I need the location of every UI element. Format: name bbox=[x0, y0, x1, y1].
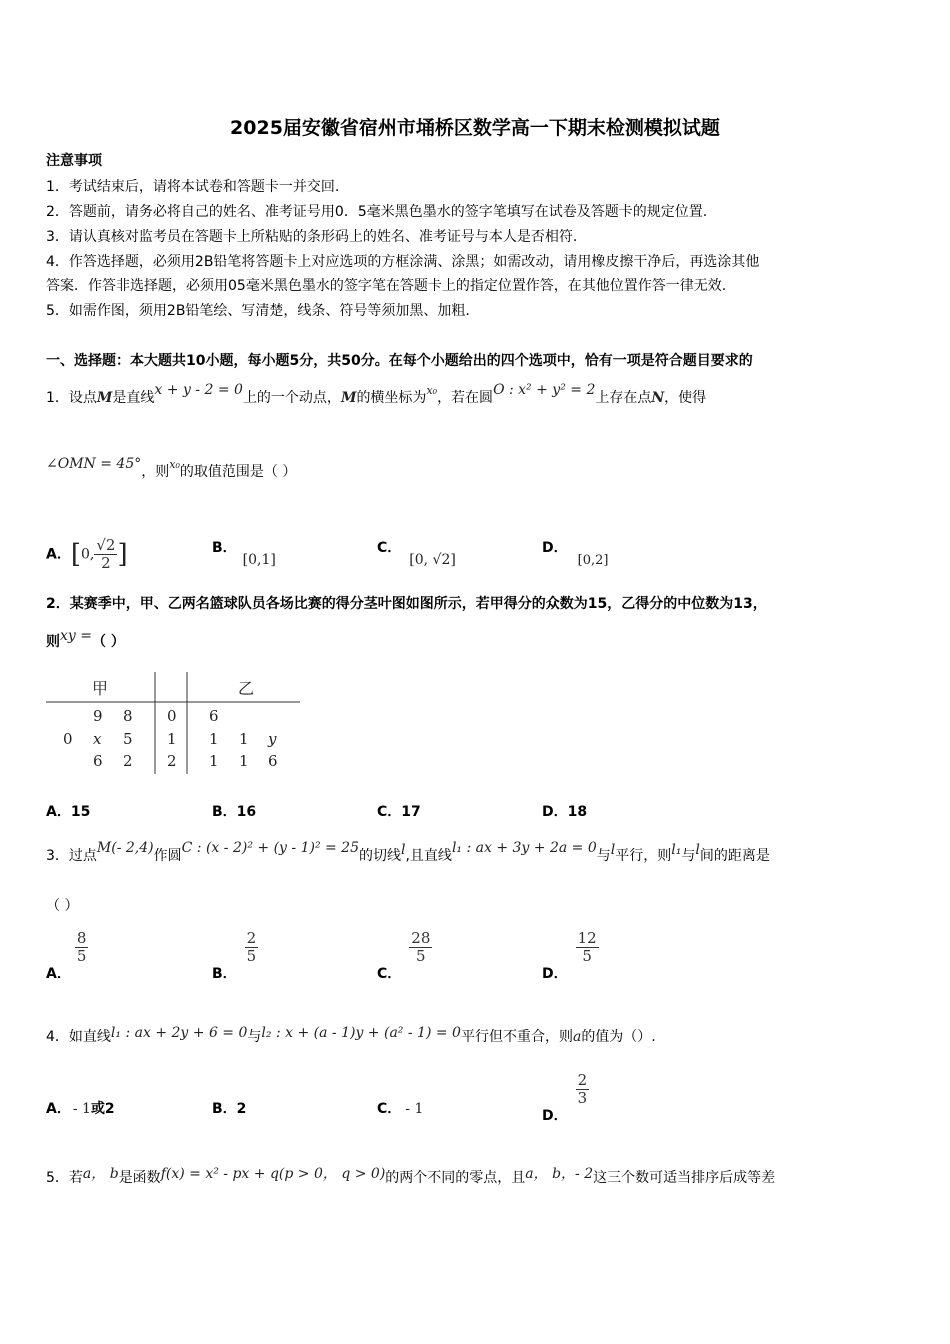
notice-item: 1．考试结束后，请将本试卷和答题卡一并交回. bbox=[46, 179, 340, 195]
leaf-right: 6 bbox=[268, 752, 278, 770]
q4-option-b[interactable]: B．2 bbox=[212, 1101, 247, 1117]
leaf-right: y bbox=[268, 730, 277, 748]
leaf-right: 1 bbox=[209, 730, 219, 748]
question-2-line-2: 则xy =（ ） bbox=[46, 628, 125, 650]
question-1-line-2: ∠OMN = 45°，则$^{x_0}$的取值范围是（ ） bbox=[46, 456, 297, 480]
notice-heading: 注意事项 bbox=[46, 153, 102, 169]
q4-option-c[interactable]: C． - 1 bbox=[377, 1101, 424, 1117]
q4-option-d[interactable]: D． $\frac{2}{3}$ bbox=[542, 1071, 588, 1124]
leaf-left: 9 bbox=[93, 707, 103, 725]
leaf-right: 1 bbox=[239, 730, 249, 748]
q4-option-a[interactable]: A． - 1或2 bbox=[46, 1101, 115, 1117]
notice-item: 答案．作答非选择题，必须用05毫米黑色墨水的签字笔在答题卡上的指定位置作答，在其他位置作答一律无效. bbox=[46, 278, 727, 294]
stem-head-right: 乙 bbox=[238, 679, 255, 698]
leaf-right: 1 bbox=[239, 752, 249, 770]
q3-option-d[interactable]: D． $\frac{12}{5}$ bbox=[542, 929, 597, 982]
stem-leaf-plot bbox=[46, 672, 300, 776]
leaf-right: 6 bbox=[209, 707, 219, 725]
q2-option-c[interactable]: C．17 bbox=[377, 804, 421, 820]
q1-option-c[interactable]: C．[0, √2] bbox=[377, 540, 456, 568]
notice-item: 5．如需作图，须用2B铅笔绘、写清楚，线条、符号等须加黑、加粗. bbox=[46, 303, 470, 319]
section-heading: 一、选择题：本大题共10小题，每小题5分，共50分。在每个小题给出的四个选项中，恰有一项是符合题目要求的 bbox=[46, 353, 753, 369]
leaf-right: 1 bbox=[209, 752, 219, 770]
leaf-left: 0 bbox=[63, 730, 73, 748]
question-3-line-1: 3．过点M(- 2,4)作圆C : (x - 2)² + (y - 1)² = 25的切线l,且直线l₁ : ax + 3y + 2a = 0与l平行，则l₁与l间的距离是 bbox=[46, 840, 770, 864]
leaf-left: x bbox=[93, 730, 102, 748]
q2-option-d[interactable]: D．18 bbox=[542, 804, 588, 820]
page-title: 2025届安徽省宿州市埇桥区数学高一下期末检测模拟试题 bbox=[230, 117, 720, 139]
q3-option-c[interactable]: C． $\frac{28}{5}$ bbox=[377, 929, 431, 982]
stem-value: 1 bbox=[167, 730, 177, 748]
question-5-line-1: 5．若a， b是函数f(x) = x² - px + q(p > 0， q > 0)的两个不同的零点，且a， b，- 2这三个数可适当排序后成等差 bbox=[46, 1166, 776, 1186]
question-4-line-1: 4．如直线l₁ : ax + 2y + 6 = 0与l₂ : x + (a - 1)y + (a² - 1) = 0平行但不重合，则a的值为（）. bbox=[46, 1025, 656, 1045]
q2-option-a[interactable]: A．15 bbox=[46, 804, 91, 820]
leaf-left: 5 bbox=[123, 730, 133, 748]
q1-option-a[interactable]: A．[0, $\frac{√2}{2}$ ] bbox=[46, 536, 128, 572]
notice-item: 2．答题前，请务必将自己的姓名、准考证号用0．5毫米黑色墨水的签字笔填写在试卷及答题卡的规定位置. bbox=[46, 204, 708, 220]
leaf-left: 2 bbox=[123, 752, 133, 770]
leaf-left: 8 bbox=[123, 707, 133, 725]
q3-option-b[interactable]: B． $\frac{2}{5}$ bbox=[212, 929, 257, 982]
q1-option-d[interactable]: D．[0,2] bbox=[542, 540, 609, 568]
question-1-line-1: 1．设点M是直线x + y - 2 = 0上的一个动点，M的横坐标为$^{x_0}$，若在圆O : x² + y² = 2上存在点N，使得 bbox=[46, 382, 707, 406]
question-3-paren: （ ） bbox=[46, 898, 79, 914]
leaf-left: 6 bbox=[93, 752, 103, 770]
question-2-line-1: 2．某赛季中，甲、乙两名篮球队员各场比赛的得分茎叶图如图所示，若甲得分的众数为15，乙得分的中位数为13， bbox=[46, 596, 767, 612]
stem-head-left: 甲 bbox=[92, 679, 109, 698]
notice-item: 4．作答选择题，必须用2B铅笔将答题卡上对应选项的方框涂满、涂黑；如需改动，请用橡皮擦干净后，再选涂其他 bbox=[46, 254, 760, 270]
q3-option-a[interactable]: A． $\frac{8}{5}$ bbox=[46, 929, 87, 982]
q2-option-b[interactable]: B．16 bbox=[212, 804, 257, 820]
stem-value: 0 bbox=[167, 707, 177, 725]
notice-item: 3．请认真核对监考员在答题卡上所粘贴的条形码上的姓名、准考证号与本人是否相符. bbox=[46, 229, 578, 245]
stem-value: 2 bbox=[167, 752, 177, 770]
q1-option-b[interactable]: B．[0,1] bbox=[212, 540, 276, 568]
